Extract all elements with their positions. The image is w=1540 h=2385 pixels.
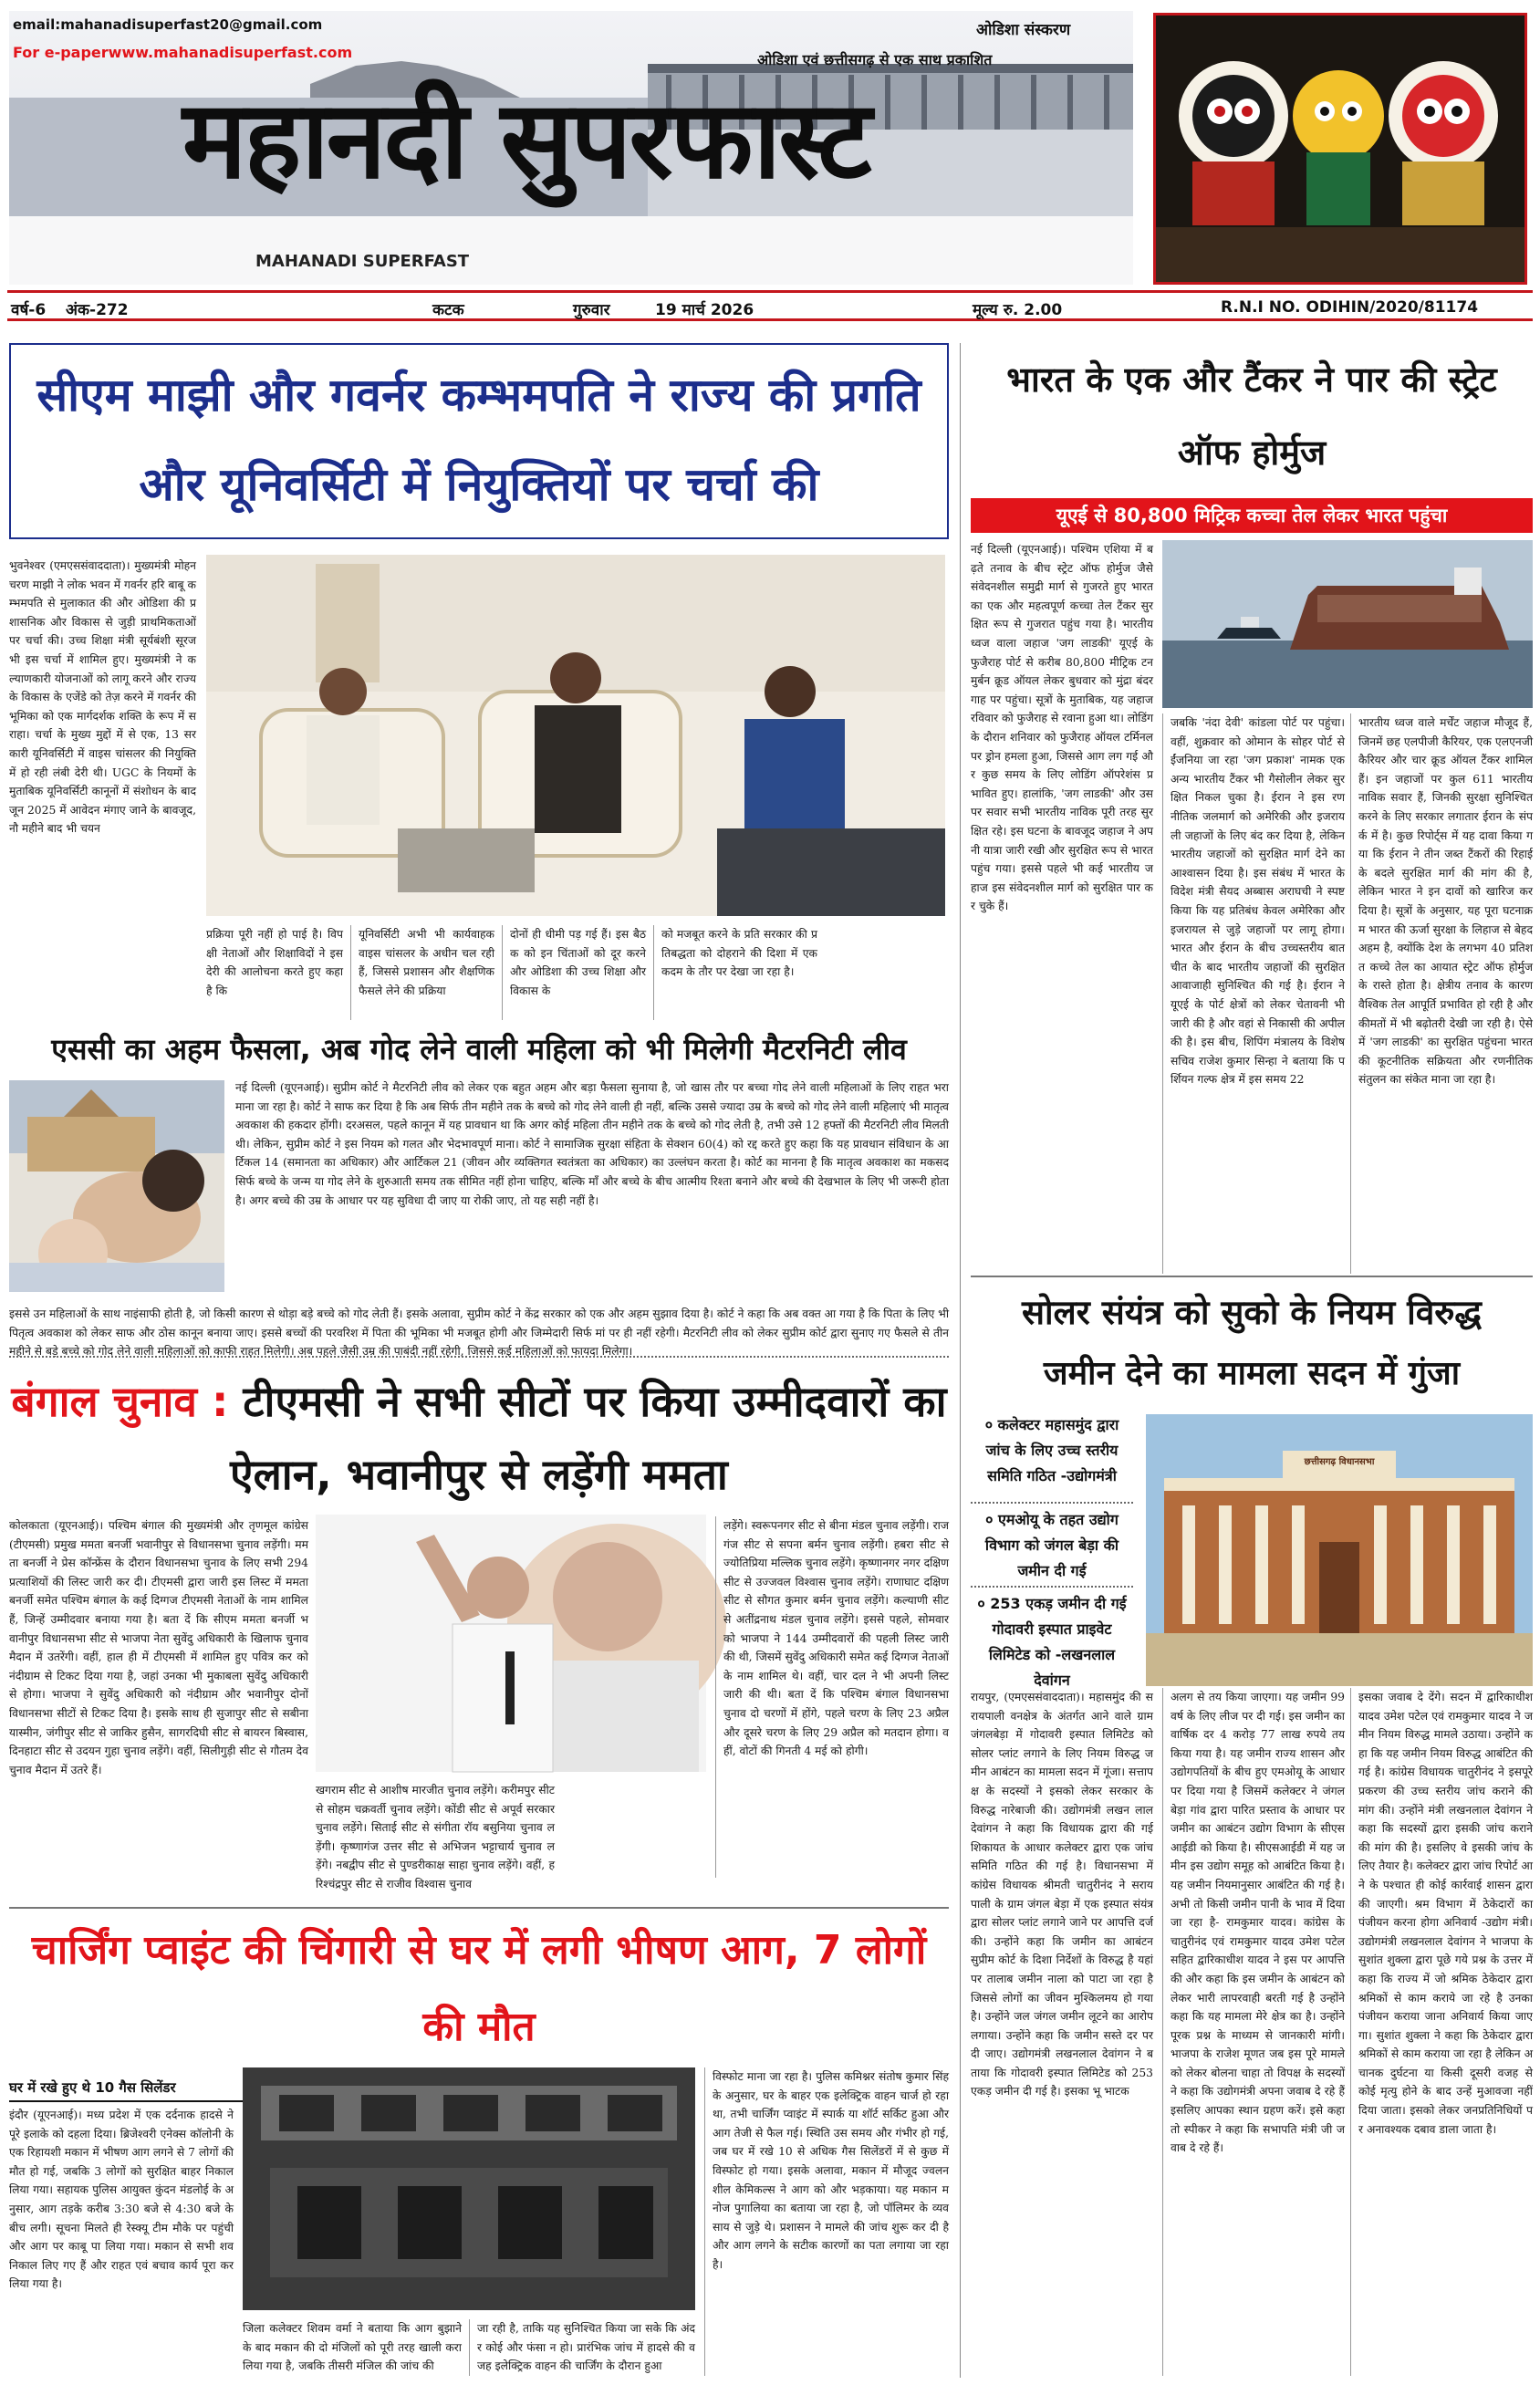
story4-kicker: घर में रखे हुए थे 10 गैस सिलेंडर	[9, 2078, 255, 2102]
dateline-city: कटक	[432, 301, 464, 319]
masthead	[9, 11, 1133, 285]
dateline-price: मूल्य रु. 2.00	[973, 301, 1063, 319]
dateline-rni: R.N.I NO. ODIHIN/2020/81174	[1221, 298, 1479, 317]
story3-headline: टीएमसी ने सभी सीटों पर किया उम्मीदवारों का ऐलान, भवानीपुर से लड़ेंगी ममता	[230, 1377, 947, 1499]
story2-headline: एससी का अहम फैसला, अब गोद लेने वाली महिला को भी मिलेगी मैटरनिटी लीव	[51, 1032, 907, 1067]
story6-headline1: सोलर संयंत्र को सुको के नियम विरुद्ध	[1022, 1293, 1482, 1332]
dateline-volume: वर्ष-6	[11, 301, 47, 319]
story6-photo-caption: छत्तीसगढ़ विधानसभा	[1304, 1457, 1375, 1467]
story2-body-right: नई दिल्ली (यूएनआई)। सुप्रीम कोर्ट ने मैटरनिटी लीव को लेकर एक बहुत अहम और बड़ा फैसला सुनाया है, जो खास तौर पर बच्चा गोद लेने वाली महिलाओं के लिए राहत भरा माना जा रहा है। कोर्ट ने साफ कर दिया है कि अब सिर्फ तीन महीने तक के बच्चे को गोद लेने वाली ही नहीं, बल्कि उससे ज्यादा उम्र के बच्चे को गोद लेने वाली महिलाएं भी मातृत्व अवकाश की हकदार होंगी। दरअसल, पहले कानून में यह प्रावधान था कि अगर कोई महिला तीन महीने तक के बच्चे को गोद लेती है, तभी उसे 12 हफ्तों की मैटरनिटी लीव मिलती थी। लेकिन, सुप्रीम कोर्ट ने इस नियम को गलत और भेदभावपूर्ण माना। कोर्ट ने सामाजिक सुरक्षा संहिता के सेक्शन 60(4) को रद्द करते हुए कहा कि यह प्रावधान संविधान के आर्टिकल 14 (समानता का अधिकार) और आर्टिकल 21 (जीवन और व्यक्तिगत स्वतंत्रता का अधिकार) का उल्लंघन करता है। कोर्ट का मानना है कि मातृत्व अवकाश का मकसद सिर्फ बच्चे के जन्म या गोद लेने के शुरुआती समय तक सीमित नहीं होना चाहिए, बल्कि माँ और बच्चे के बीच आत्मीय रिश्ता बनाने और बच्चे की देखभाल के लिए भी जरूरी होता है। अगर बच्चे की उम्र के आधार पर यह सुविधा दी जाए या रोकी जाए, तो यह सही नहीं है।	[235, 1081, 949, 1207]
story6-bullet-1: ० कलेक्टर महासमुंद द्वारा जांच के लिए उच्च स्तरीय समिति गठित -उद्योगमंत्री	[984, 1416, 1119, 1484]
story1-headline: सीएम माझी और गवर्नर कम्भमपति ने राज्य की प्रगति और यूनिवर्सिटी में नियुक्तियों पर चर्चा की	[36, 369, 921, 511]
masthead-title: महानदी सुपरफास्ट	[182, 77, 869, 203]
story-maternity-leave	[9, 1027, 949, 1359]
story1-col2: प्रक्रिया पूरी नहीं हो पाई है। विपक्षी नेताओं और शिक्षाविदों ने इस देरी की आलोचना करते हुए कहा है कि	[206, 928, 343, 997]
story3-photo	[316, 1515, 706, 1772]
masthead-tagline: ओडिशा एवं छत्तीसगढ़ से एक साथ प्रकाशित	[757, 51, 993, 68]
story6-bullet-3: ० 253 एकड़ जमीन दी गई गोदावरी इस्पात प्राइवेट लिमिटेड को -लखनलाल देवांगन	[977, 1595, 1127, 1689]
story1-col3: यूनिवर्सिटी अभी भी कार्यवाहक वाइस चांसलर के अधीन चल रही हैं, जिससे प्रशासन और शैक्षणिक फैसले लेने की प्रक्रिया	[350, 925, 494, 1020]
story6-photo	[1146, 1414, 1533, 1686]
masthead-deity-image	[1153, 13, 1527, 285]
story-solar-land	[971, 1281, 1533, 2381]
story2-photo	[9, 1080, 224, 1292]
masthead-email: email:mahanadisuperfast20@gmail.com	[13, 16, 323, 33]
dateline-bar	[7, 290, 1533, 321]
dateline-date: 19 मार्च 2026	[655, 301, 754, 319]
story6-headline2: जमीन देने का मामला सदन में गुंजा	[1043, 1355, 1461, 1392]
story6-col2: अलग से तय किया जाएगा। यह जमीन 99 वर्ष के लिए लीज पर दी गई। इस जमीन का वार्षिक दर 4 करोड़ 77 लाख रुपये तय किया गया है। यह जमीन राज्य शासन और उद्योगपतियों के बीच हुए एमओयू के आधार पर दिया गया है जिसमें कलेक्टर ने जंगल बेड़ा गांव द्वारा पारित प्रस्ताव के आधार पर जमीन का आबंटन उद्योग विभाग के सीएसआईडी को किया है। सीएसआईडी में यह जमीन इस उद्योग समूह को आबंटित किया है। यह जमीन नियमानुसार आबंटित की गई है। अभी तो किसी जमीन पानी के भाव में दिया जा रहा है- रामकुमार यादव। कांग्रेस के चातुरीनंद एवं रामकुमार यादव उमेश पटेल सहित द्वारिकाधीश यादव ने इस पर आपत्ति की और कहा कि इस जमीन के आबंटन को लेकर भारी लापरवाही बरती गई है उन्होंने कहा कि यह मामला मेरे क्षेत्र का है। उन्होंने पूरक प्रश्न के माध्यम से जानकारी मांगी। भाजपा के राजेश मूणत जब इस पूरे मामले को लेकर बोलना चाहा तो विपक्ष के सदस्यों ने कहा कि उद्योगमंत्री अपना जवाब दे रहे हैं इसलिए आपका स्थान ग्रहण करें। इसे कहा तो स्पीकर ने कहा कि सभापति मंत्री जी जवाब दे रहे हैं।	[1162, 1688, 1345, 2376]
story2-body-full: इससे उन महिलाओं के साथ नाइंसाफी होती है, जो किसी कारण से थोड़ा बड़े बच्चे को गोद लेती हैं। इसके अलावा, सुप्रीम कोर्ट ने केंद्र सरकार को एक और अहम सुझाव दिया है। कोर्ट ने कहा कि अब वक्त आ गया है कि पिता के लिए भी पितृत्व अवकाश को लेकर साफ और ठोस कानून बनाया जाए। इससे बच्चों की परवरिश में पिता की भूमिका भी मजबूत होगी और जिम्मेदारी सिर्फ मां पर ही नहीं रहेगी। मैटरनिटी लीव को लेकर सुप्रीम कोर्ट द्वारा सुनाए गए फैसले से तीन महीने से बड़े बच्चे को गोद लेने वाली महिलाओं को काफी राहत मिलेगी। अब पहले जैसी उम्र की पाबंदी नहीं रहेगी, जिससे कई महिलाओं को फायदा मिलेगा।	[9, 1307, 949, 1359]
story1-col4: दोनों ही धीमी पड़ गई हैं। इस बैठक को इन चिंताओं को दूर करने और ओडिशा की उच्च शिक्षा और विकास के	[502, 925, 646, 1020]
story4-col-mid1: जिला कलेक्टर शिवम वर्मा ने बताया कि आग बुझाने के बाद मकान की दो मंजिलों को पूरी तरह खाली करा लिया गया है, जबकि तीसरी मंजिल की जांच की	[243, 2322, 462, 2373]
story3-col1: कोलकाता (यूएनआई)। पश्चिम बंगाल की मुख्यमंत्री और तृणमूल कांग्रेस (टीएमसी) प्रमुख ममता बनर्जी भवानीपुर से विधानसभा चुनाव लड़ेंगी। ममता बनर्जी ने प्रेस कॉन्फ्रेंस के दौरान विधानसभा चुनाव के लिए सभी 294 प्रत्याशियों की लिस्ट जारी कर दी। टीएमसी द्वारा जारी इस लिस्ट में ममता बनर्जी समेत पश्चिम बंगाल के कई दिग्गज टीएमसी नेताओं के नाम शामिल हैं, जिन्हें उम्मीदवार बनाया गया है। बता दें कि सीएम ममता बनर्जी भवानीपुर विधानसभा सीट से भाजपा नेता सुवेंदु अधिकारी के खिलाफ चुनाव मैदान में उतरेंगी। वहीं, हाल ही में टीएमसी में शामिल हुए पवित्र कर को नंदीग्राम से टिकट दिया गया है, जहां उनका भी मुकाबला सुवेंदु अधिकारी से होगा। भाजपा ने सुवेंदु अधिकारी को नंदीग्राम और भवानीपुर दोनों विधानसभा सीटों से टिकट दिया है। इसके साथ ही सुजापुर सीट से सबीना यास्मीन, जंगीपुर सीट से जाकिर हुसैन, सागरदिघी सीट से बायरन बिस्वास, दिनहाटा सीट से उदयन गुहा चुनाव लड़ेंगे। वहीं, सिलीगुड़ी सीट से गौतम देव चुनाव मैदान में उतरे हैं।	[9, 1519, 308, 1776]
story6-bullet-2: ० एमओयू के तहत उद्योग विभाग को जंगल बेड़ा की जमीन दी गई	[984, 1511, 1119, 1579]
column-divider	[960, 343, 961, 2378]
story1-col5: को मजबूत करने के प्रति सरकार की प्रतिबद्धता को दोहराने की दिशा में एक कदम के तौर पर देखा जा रहा है।	[653, 925, 817, 1020]
story5-col3: भारतीय ध्वज वाले मर्चेंट जहाज मौजूद हैं, जिनमें छह एलपीजी कैरियर, एक एलएनजी कैरियर और चार क्रूड ऑयल टैंकर शामिल हैं। इन जहाजों पर कुल 611 भारतीय नाविक सवार हैं, जिनकी सुरक्षा सुनिश्चित करने के लिए सरकार लगातार ईरान के संपर्क में है। कुछ रिपोर्ट्स में यह दावा किया गया कि ईरान ने तीन जब्त टैंकरों की रिहाई के बदले सुरक्षित मार्ग की मांग की है, लेकिन भारत ने इन दावों को खारिज कर दिया है। सूत्रों के अनुसार, यह पूरा घटनाक्रम भारत की ऊर्जा सुरक्षा के लिहाज से बेहद अहम है, क्योंकि देश के लगभग 40 प्रतिशत कच्चे तेल का आयात स्ट्रेट ऑफ होर्मुज के रास्ते होता है। क्षेत्रीय तनाव के कारण वैश्विक तेल आपूर्ति प्रभावित हो रही है और कीमतों में भी बढ़ोतरी देखी जा रही है। ऐसे में 'जग लाडकी' का सुरक्षित पहुंचना भारत की कूटनीतिक सक्रियता और रणनीतिक संतुलन का संकेत माना जा रहा है।	[1350, 713, 1533, 1274]
story5-col1: नई दिल्ली (यूएनआई)। पश्चिम एशिया में बढ़ते तनाव के बीच स्ट्रेट ऑफ होर्मुज जैसे संवेदनशील समुद्री मार्ग से गुजरते हुए भारत का एक और महत्वपूर्ण कच्चा तेल टैंकर सुरक्षित रूप से गुजरात पहुंच गया है। भारतीय ध्वज वाला जहाज 'जग लाडकी' यूएई के फुजैराह पोर्ट से करीब 80,800 मीट्रिक टन मुर्बन क्रूड ऑयल लेकर बुधवार को मुंद्रा बंदरगाह पर पहुंचा। सूत्रों के मुताबिक, यह जहाज रविवार को फुजैराह से रवाना हुआ था। लोडिंग के दौरान शनिवार को फुजैराह ऑयल टर्मिनल पर ड्रोन हमला हुआ, जिससे आग लग गई और कुछ समय के लिए लोडिंग ऑपरेशंस प्रभावित हुए। हालांकि, 'जग लाडकी' और उस पर सवार सभी भारतीय नाविक पूरी तरह सुरक्षित रहे। इस घटना के बावजूद जहाज ने अपनी यात्रा जारी रखी और सुरक्षित रूप से भारत पहुंच गया। इससे पहले भी कई भारतीय जहाज इस संवेदनशील मार्ग को सुरक्षित पार कर चुके हैं।	[971, 543, 1153, 913]
story-hormuz-tanker	[971, 343, 1533, 1283]
story5-subhead: यूएई से 80,800 मिट्रिक कच्चा तेल लेकर भारत पहुंचा	[971, 498, 1533, 533]
divider	[9, 1356, 949, 1358]
story1-photo	[206, 555, 945, 916]
story3-col-mid1: खगराम सीट से आशीष मारजीत चुनाव लड़ेंगे। करीमपुर सीट से सोहम चक्रवर्ती चुनाव लड़ेंगे। कोंडी सीट से अपूर्व सरकार चुनाव लड़ेंगे। सिताई सीट से संगीता रॉय बसुनिया चुनाव लड़ेंगी। कृष्णागंज उत्तर सीट से अभिजन भट्टाचार्य चुनाव लड़ेंगे। नबद्वीप सीट से पुण्डरीकाक्ष साहा चुनाव लड़ेंगे। वहीं, हरिश्चंद्रपुर सीट से राजीव विश्वास चुनाव	[316, 1784, 555, 1890]
dateline-weekday: गुरुवार	[573, 301, 610, 319]
story3-headline-prefix: बंगाल चुनाव :	[11, 1377, 229, 1426]
divider	[971, 1502, 1133, 1504]
divider	[971, 1586, 1133, 1588]
divider	[9, 1907, 949, 1909]
divider	[971, 1276, 1533, 1277]
story-bengal-election	[9, 1363, 949, 1890]
masthead-edition: ओडिशा संस्करण	[976, 21, 1071, 39]
story-charging-fire	[9, 1912, 949, 2381]
story6-col3: इसका जवाब दे देंगे। सदन में द्वारिकाधीश यादव उमेश पटेल एवं रामकुमार यादव ने जमीन नियम विरुद्ध मामले उठाया। उन्होंने कहा कि यह जमीन नियम विरुद्ध आबंटित की गई है। कांग्रेस विधायक चातुरीनंद ने इसपूरे प्रकरण की उच्च स्तरीय जांच कराने की मांग की। उन्होंने मंत्री लखनलाल देवांगन ने कहा कि सदस्यों द्वारा इसकी जांच कराने की मांग की है। इसलिए वे इसकी जांच के लिए तैयार है। कलेक्टर द्वारा जांच रिपोर्ट आने के पश्चात ही कोई कार्रवाई शासन द्वारा की जाएगी। श्रम विभाग में ठेकेदारों का पंजीयन करना होगा अनिवार्य -उद्योग मंत्री। उद्योगमंत्री लखनलाल देवांगन ने भाजपा के सुशांत शुक्ला द्वारा पूछे गये प्रश्न के उत्तर में कहा कि राज्य में जो श्रमिक ठेकेदार द्वारा श्रमिकों से काम कराये जा रहे है उनका पंजीयन कराया जाना अनिवार्य किया जाएगा। सुशांत शुक्ला ने कहा कि ठेकेदार द्वारा श्रमिकों से काम कराया जा रहा है लेकिन अचानक दुर्घटना या किसी दूसरी वजह से कोई मृत्यु होने के बाद उन्हें मुआवजा नहीं दिया जाता। इसको लेकर जनप्रतिनिधियों पर अनावश्यक दबाव डाला जाता है।	[1350, 1688, 1533, 2376]
story4-photo	[243, 2067, 695, 2310]
story5-headline: भारत के एक और टैंकर ने पार की स्ट्रेट ऑफ होर्मुज	[1006, 359, 1497, 473]
dateline-issue: अंक-272	[66, 301, 129, 319]
story4-col2: विस्फोट माना जा रहा है। पुलिस कमिश्नर संतोष कुमार सिंह के अनुसार, घर के बाहर एक इलेक्ट्रिक वाहन चार्ज हो रहा था, तभी चार्जिंग प्वाइंट में स्पार्क या शॉर्ट सर्किट हुआ और आग तेजी से फैल गई। स्थिति उस समय और गंभीर हो गई, जब घर में रखे 10 से अधिक गैस सिलेंडरों में से कुछ में विस्फोट हो गया। इसके अलावा, मकान में मौजूद ज्वलनशील केमिकल्स ने आग को और भड़काया। यह मकान मनोज पुगालिया का बताया जा रहा है, जो पॉलिमर के व्यवसाय से जुड़े थे। प्रशासन ने मामले की जांच शुरू कर दी है और आग लगने के सटीक कारणों का पता लगाया जा रहा है।	[704, 2067, 949, 2376]
story4-col1: इंदौर (यूएनआई)। मध्य प्रदेश में एक दर्दनाक हादसे ने पूरे इलाके को दहला दिया। ब्रिजेश्वरी एनेक्स कॉलोनी के एक रिहायशी मकान में भीषण आग लगने से 7 लोगों की मौत हो गई, जबकि 3 लोगों को सुरक्षित बाहर निकाल लिया गया। सहायक पुलिस आयुक्त कुंदन मंडलोई के अनुसार, आग तड़के करीब 3:30 बजे से 4:30 बजे के बीच लगी। सूचना मिलते ही रेस्क्यू टीम मौके पर पहुंची और आग पर काबू पा लिया गया। मकान से सभी शव निकाल लिए गए हैं और राहत एवं बचाव कार्य पूरा कर लिया गया है।	[9, 2109, 234, 2291]
story3-headline-line	[9, 1365, 949, 1511]
masthead-epaper: For e-paperwww.mahanadisuperfast.com	[13, 44, 353, 61]
story5-col2: जबकि 'नंदा देवी' कांडला पोर्ट पर पहुंचा। वहीं, शुक्रवार को ओमान के सोहर पोर्ट से ईंजनिया जा रहा 'जग प्रकाश' नामक एक अन्य भारतीय टैंकर भी गैसोलीन लेकर सुरक्षित निकल चुका है। ईरान ने इस रणनीतिक जलमार्ग को अमेरिकी और इजरायली जहाजों के लिए बंद कर दिया है, लेकिन भारतीय जहाजों को सुरक्षित मार्ग देने का आश्वासन दिया है। इस संबंध में भारत के विदेश मंत्री सैयद अब्बास अराघची ने स्पष्ट किया कि यह प्रतिबंध केवल अमेरिका और इजरायल से जुड़े जहाजों पर लागू होगा। भारत और ईरान के बीच उच्चस्तरीय बातचीत के बाद भारतीय जहाजों की सुरक्षित आवाजाही सुनिश्चित की गई है। ईरान ने यूएई के पोर्ट क्षेत्रों को लेकर चेतावनी भी जारी की है और वहां से निकासी की अपील की है। इस बीच, शिपिंग मंत्रालय के विशेष सचिव राजेश कुमार सिन्हा ने बताया कि पर्शियन गल्फ क्षेत्र में इस समय 22	[1162, 713, 1345, 1274]
story6-col1: रायपुर, (एमएससंवाददाता)। महासमुंद की सरायपाली वनक्षेत्र के अंतर्गत आने वाले ग्राम जंगलबेड़ा में गोदावरी इस्पात लिमिटेड को सोलर प्लांट लगाने के लिए नियम विरुद्ध जमीन आबंटन का मामला सदन में गूंजा। सत्तापक्ष के सदस्यों ने इसको लेकर सरकार के विरुद्ध नारेबाजी की। उद्योगमंत्री लखन लाल देवांगन ने कहा कि विधायक द्वारा की गई शिकायत के आधार कलेक्टर द्वारा एक जांच समिति गठित की गई है। विधानसभा में कांग्रेस विधायक श्रीमती चातुरीनंद ने सरायपाली के ग्राम जंगल बेड़ा में एक इस्पात संयंत्र द्वारा सोलर प्लांट लगाने जाने पर आपत्ति दर्ज की। उन्होंने कहा कि जमीन का आबंटन सुप्रीम कोर्ट के दिशा निर्देशों के विरुद्ध है यहां पर तालाब जमीन नाला को पाटा जा रहा है जिससे लोगों का जीवन मुश्किलमय हो गया है। उन्होंने जल जंगल जमीन लूटने का आरोप लगाया। उन्होंने कहा कि जमीन सस्ते दर पर दी जाए। उद्योगमंत्री लखनलाल देवांगन ने बताया कि गोदावरी इस्पात लिमिटेड को 253 एकड़ जमीन दी गई है। इसका भू भाटक	[971, 1691, 1153, 2099]
masthead-subtitle: MAHANADI SUPERFAST	[255, 252, 470, 271]
story4-col-mid2: जा रही है, ताकि यह सुनिश्चित किया जा सके कि अंदर कोई और फंसा न हो। प्रारंभिक जांच में हादसे की वजह इलेक्ट्रिक वाहन की चार्जिंग के दौरान हुआ	[469, 2319, 695, 2376]
story3-col2: लड़ेंगे। स्वरूपनगर सीट से बीना मंडल चुनाव लड़ेंगी। राजगंज सीट से सपना बर्मन चुनाव लड़ेंगी। हबरा सीट से ज्योतिप्रिया मल्लिक चुनाव लड़ेंगे। कृष्णानगर नगर दक्षिण सीट से उज्जवल विश्वास चुनाव लड़ेंगे। राणाघाट दक्षिण सीट से सौगत कुमार बर्मन चुनाव लड़ेंगे। कल्याणी सीट से अतींद्रनाथ मंडल चुनाव लड़ेंगे। इससे पहले, सोमवार को भाजपा ने 144 उम्मीदवारों की पहली लिस्ट जारी की थी, जिसमें सुवेंदु अधिकारी समेत कई दिग्गज नेताओं के नाम शामिल थे। वहीं, चार दल ने भी अपनी लिस्ट जारी की थी। बता दें कि पश्चिम बंगाल विधानसभा चुनाव दो चरणों में होंगे, पहले चरण के लिए 23 अप्रैल और दूसरे चरण के लिए 29 अप्रैल को मतदान होगा। वहीं, वोटों की गिनती 4 मई को होगी।	[715, 1516, 949, 1878]
story1-col1: भुवनेश्वर (एमएससंवाददाता)। मुख्यमंत्री मोहन चरण माझी ने लोक भवन में गवर्नर हरि बाबू कम्भमपति से मुलाकात की और ओडिशा की प्रशासनिक और विकास से जुड़ी प्राथमिकताओं पर चर्चा की। उच्च शिक्षा मंत्री सूर्यबंशी सूरज भी इस चर्चा में शामिल हुए। मुख्यमंत्री ने कल्याणकारी योजनाओं को लागू करने और राज्य के विकास के एजेंडे को तेज़ करने में गवर्नर की भूमिका को एक मार्गदर्शक शक्ति के रूप में सराहा। चर्चा के मुख्य मुद्दों में से एक, 13 सरकारी यूनिवर्सिटी में वाइस चांसलर की नियुक्ति में हो रही लंबी देरी थी। UGC के नियमों के मुताबिक यूनिवर्सिटी कानूनों में संशोधन के बाद जून 2025 में आवेदन मंगाए जाने के बावजूद, नौ महीने बाद भी चयन	[9, 559, 196, 836]
story4-headline: चार्जिंग प्वाइंट की चिंगारी से घर में लगी भीषण आग, 7 लोगों की मौत	[31, 1927, 927, 2050]
story5-photo	[1162, 540, 1533, 708]
